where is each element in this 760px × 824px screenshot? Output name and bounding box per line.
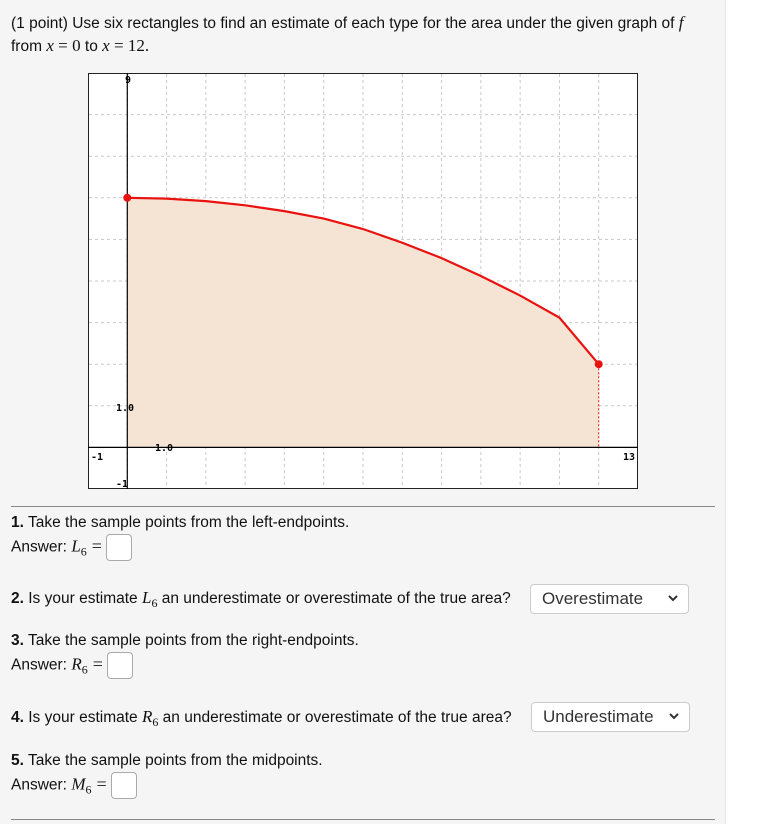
estimate-select-r6[interactable]: Underestimate xyxy=(531,702,690,732)
chevron-down-icon xyxy=(668,710,680,722)
question-4: 4. Is your estimate $R_6$ an underestimate or overestimate of the true area? xyxy=(11,707,512,730)
question-3: 3. Take the sample points from the right-endpoints. Answer: $R_6$ = xyxy=(11,630,359,681)
question-1: 1. Take the sample points from the left-endpoints. Answer: $L_6$ = xyxy=(11,512,349,563)
left-endpoint-dot xyxy=(123,194,131,202)
question-5: 5. Take the sample points from the midpoints. Answer: $M_6$ = xyxy=(11,750,323,801)
problem-statement: (1 point) Use six rectangles to find an estimate of each type for the area under the given graph of f from x = 0 to x = 12. xyxy=(11,13,684,55)
answer-input-l6[interactable] xyxy=(106,534,132,561)
right-endpoint-dot xyxy=(595,360,603,368)
divider-bottom xyxy=(11,819,715,820)
estimate-select-l6[interactable]: Overestimate xyxy=(530,584,689,614)
y-axis-min-label: -1 xyxy=(116,479,129,489)
function-graph xyxy=(88,73,638,489)
chevron-down-icon xyxy=(667,592,679,604)
y-axis-max-label: 9 xyxy=(125,75,132,86)
answer-input-m6[interactable] xyxy=(111,772,137,799)
divider-top xyxy=(11,506,715,507)
y-tick-label: 1.0 xyxy=(116,403,135,414)
question-2: 2. Is your estimate $L_6$ an underestimate or overestimate of the true area? xyxy=(11,588,511,611)
x-axis-max-label: 13 xyxy=(623,452,636,463)
answer-input-r6[interactable] xyxy=(107,652,133,679)
x-axis-min-label: -1 xyxy=(91,452,104,463)
x-tick-label: 1.0 xyxy=(155,443,174,454)
